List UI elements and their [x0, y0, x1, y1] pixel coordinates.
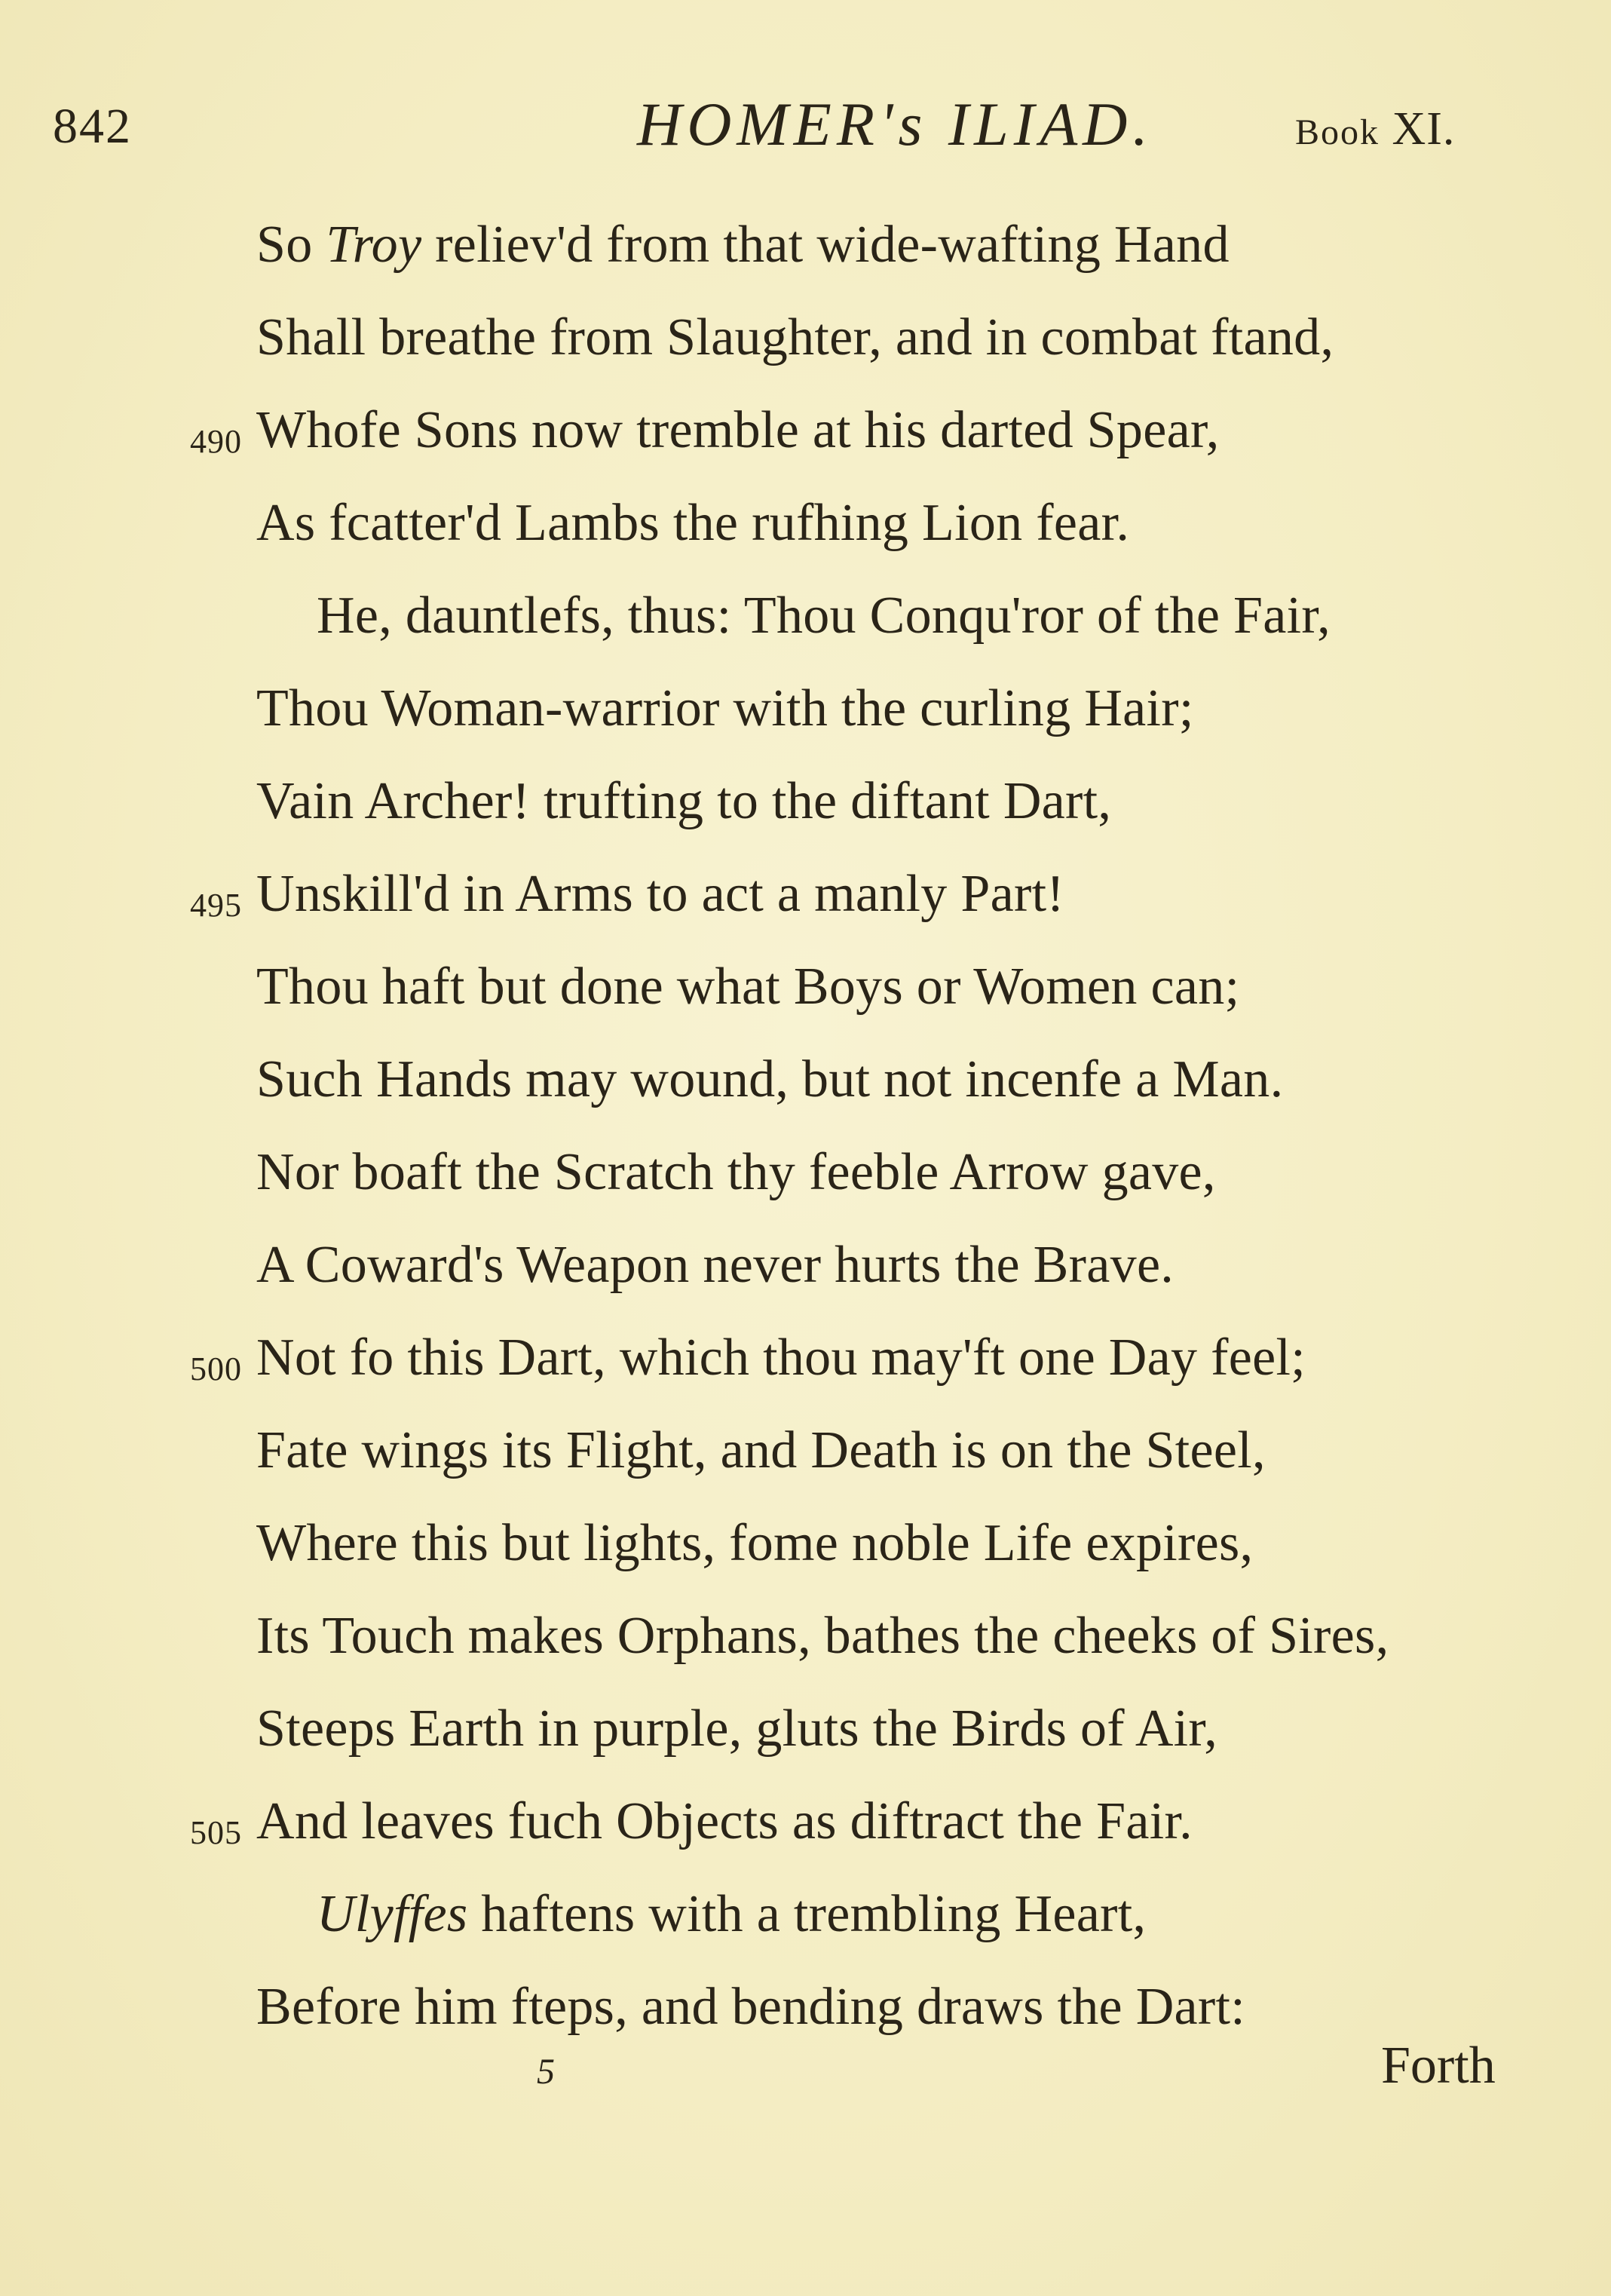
- signature-mark: 5: [537, 2052, 555, 2092]
- verse-line-12-text: A Coward's Weapon never hurts the Brave.: [256, 1236, 1175, 1294]
- verse-line-8-text: Unskill'd in Arms to act a manly Part!: [256, 865, 1064, 923]
- verse-line-6: [256, 679, 1194, 754]
- verse-line-18-text: And leaves fuch Objects as diftract the Fair.: [256, 1792, 1193, 1850]
- line-number-500: 500: [190, 1350, 242, 1387]
- page-number: 842: [53, 99, 132, 154]
- verse-line-1-text: So Troy reliev'd from that wide-wafting Hand: [256, 216, 1230, 274]
- verse-line-7-text: Vain Archer! trufting to the diftant Dart,: [256, 772, 1112, 830]
- verse-line-10: [256, 1050, 1283, 1125]
- verse-line-15-text: Where this but lights, fome noble Life expires,: [256, 1514, 1254, 1572]
- verse-line-8: [256, 864, 1064, 940]
- line-number-490: 490: [190, 423, 242, 460]
- verse-line-5-text: He, dauntlefs, thus: Thou Conqu'ror of the Fair,: [317, 587, 1331, 645]
- line-number-495: 495: [190, 887, 242, 924]
- line-number-505: 505: [190, 1814, 242, 1851]
- verse-line-3-text: Whofe Sons now tremble at his darted Spear,: [256, 401, 1220, 459]
- verse-line-17-text: Steeps Earth in purple, gluts the Birds of Air,: [256, 1700, 1218, 1758]
- verse-line-10-text: Such Hands may wound, but not incenfe a Man.: [256, 1050, 1284, 1108]
- verse-line-2: [256, 308, 1334, 383]
- verse-line-19: [317, 1884, 1146, 1960]
- verse-line-9: [256, 957, 1239, 1032]
- running-title: HOMER's ILIAD.: [637, 90, 1153, 158]
- verse-line-12: [256, 1235, 1174, 1310]
- verse-line-6-text: Thou Woman-warrior with the curling Hair;: [256, 679, 1194, 737]
- verse-line-14-text: Fate wings its Flight, and Death is on the Steel,: [256, 1421, 1266, 1479]
- verse-line-11-text: Nor boaft the Scratch thy feeble Arrow gave,: [256, 1143, 1216, 1201]
- verse-line-1: [256, 215, 1230, 290]
- running-head: [53, 89, 1530, 172]
- book-word: Book: [1295, 112, 1380, 152]
- verse-line-7: [256, 771, 1111, 847]
- verse-line-13-text: Not fo this Dart, which thou may'ft one Day feel;: [256, 1329, 1306, 1387]
- verse-line-16-text: Its Touch makes Orphans, bathes the cheeks of Sires,: [256, 1607, 1389, 1665]
- italic-name-ulysses: Ulyffes: [317, 1885, 468, 1943]
- verse-line-14: [256, 1421, 1266, 1496]
- verse-line-19-text: haftens with a trembling Heart,: [481, 1885, 1147, 1943]
- verse-line-15: [256, 1513, 1253, 1589]
- verse-line-17: [256, 1699, 1217, 1774]
- verse-line-5: [317, 586, 1331, 661]
- verse-line-13: [256, 1328, 1306, 1403]
- verse-line-3: [256, 400, 1220, 476]
- verse-line-18: [256, 1792, 1193, 1867]
- verse-line-4: [256, 493, 1129, 569]
- book-label: [1295, 103, 1455, 156]
- verse-line-11: [256, 1142, 1216, 1218]
- book-numeral: XI.: [1392, 103, 1456, 155]
- italic-name-troy: Troy: [326, 216, 422, 274]
- verse-line-20-text: Before him fteps, and bending draws the Dart:: [256, 1978, 1246, 2036]
- verse-line-16: [256, 1606, 1389, 1681]
- page-foot: [0, 2036, 1611, 2111]
- catchword: Forth: [1381, 2037, 1496, 2095]
- verse-line-2-text: Shall breathe from Slaughter, and in combat ftand,: [256, 308, 1334, 366]
- verse-line-9-text: Thou haft but done what Boys or Women can;: [256, 958, 1240, 1016]
- verse-line-4-text: As fcatter'd Lambs the rufhing Lion fear.: [256, 494, 1130, 552]
